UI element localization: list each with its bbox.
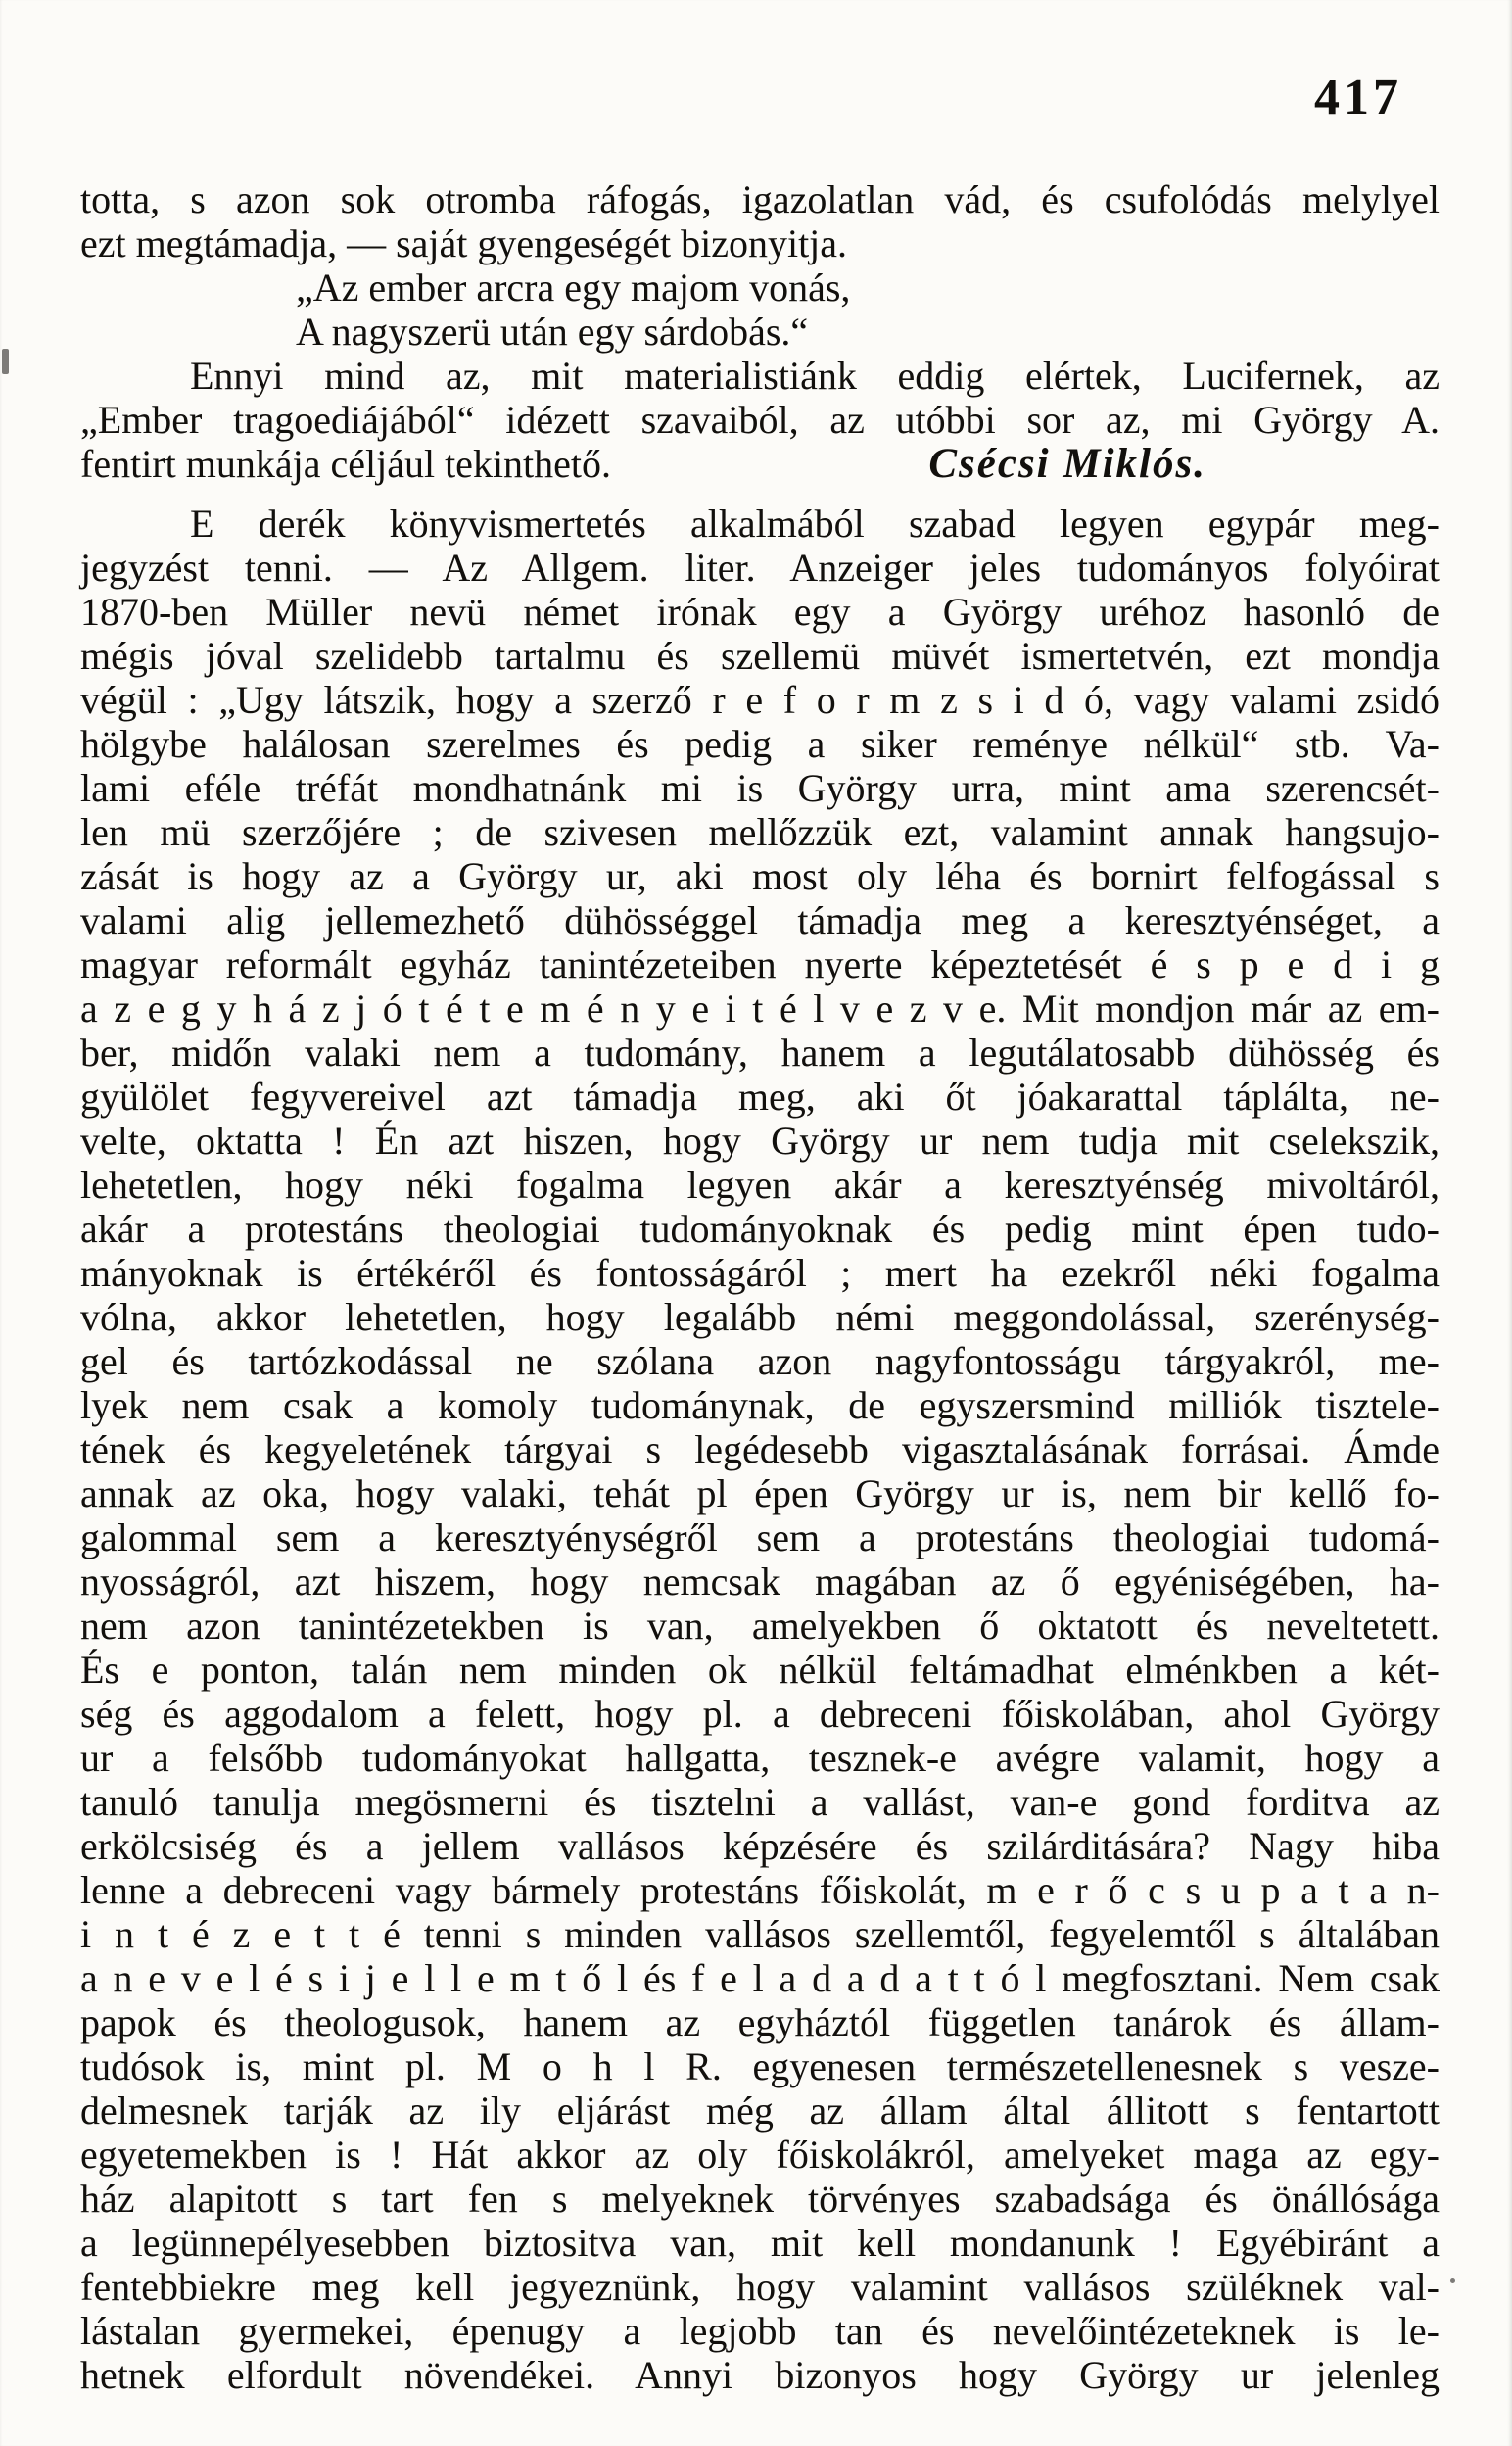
text-line: ház alapitott s tart fen s melyeknek törvényes szabadsága és önállósága: [80, 2177, 1440, 2221]
text-line: galommal sem a keresztyénységről sem a protestáns theologiai tudomá-: [80, 1515, 1440, 1559]
text-line: E derék könyvismertetés alkalmából szabad legyen egypár meg-: [190, 502, 1440, 546]
text-line: mégis jóval szelidebb tartalmu és szellemü müvét ismertetvén, ezt mondja: [80, 634, 1440, 678]
text-line: hetnek elfordult növendékei. Annyi bizonyos hogy György ur jelenleg: [80, 2353, 1440, 2397]
text-line: papok és theologusok, hanem az egyháztól független tanárok és állam-: [80, 2000, 1440, 2044]
text-line: a z e g y h á z j ó t é t e m é n y e i t é l v e z v e. Mit mondjon már az em-: [80, 986, 1440, 1031]
text-line: nyosságról, azt hiszem, hogy nemcsak magában az ő egyéniségében, ha-: [80, 1559, 1440, 1604]
text-line: valami alig jellemezhető dühösséggel támadja meg a keresztyénséget, a: [80, 898, 1440, 942]
text-line: Ennyi mind az, mit materialistiánk eddig elértek, Lucifernek, az: [190, 354, 1440, 398]
scan-speck: [1450, 2278, 1455, 2283]
text-line: lenne a debreceni vagy bármely protestáns főiskolát, m e r ő c s u p a t a n-: [80, 1868, 1440, 1912]
signature-prefix: fentirt munkája céljául tekinthető.: [80, 442, 612, 486]
text-line: a n e v e l é s i j e l l e m t ő l és f e l a d a d a t t ó l megfosztani. Nem csak: [80, 1956, 1440, 2000]
text-line: annak az oka, hogy valaki, tehát pl épen György ur is, nem bir kellő fo-: [80, 1471, 1440, 1515]
text-line: lyek nem csak a komoly tudománynak, de egyszersmind milliók tisztele-: [80, 1383, 1440, 1427]
text-line: gyülölet fegyvereivel azt támadja meg, aki őt jóakarattal táplálta, ne-: [80, 1075, 1440, 1119]
signature-line: [80, 442, 1440, 486]
text-line: nem azon tanintézetekben is van, amelyekben ő oktatott és neveltetett.: [80, 1604, 1440, 1648]
text-line: végül : „Ugy látszik, hogy a szerző r e f o r m z s i d ó, vagy valami zsidó: [80, 678, 1440, 722]
text-line: delmesnek tarják az ily eljárást még az állam által állitott s fentartott: [80, 2088, 1440, 2133]
author-signature: Csécsi Miklós.: [928, 441, 1206, 487]
text-line: És e ponton, talán nem minden ok nélkül feltámadhat elménkben a két-: [80, 1648, 1440, 1692]
text-line: i n t é z e t t é tenni s minden vallásos szellemtől, fegyelemtől s általában: [80, 1912, 1440, 1956]
text-line: lami eféle tréfát mondhatnánk mi is György urra, mint ama szerencsét-: [80, 766, 1440, 810]
text-line: zását is hogy az a György ur, aki most oly léha és bornirt felfogással s: [80, 854, 1440, 898]
text-line: tudósok is, mint pl. M o h l R. egyenesen természetellenesnek s vesze-: [80, 2044, 1440, 2088]
text-line: 1870-ben Müller nevü német irónak egy a György uréhoz hasonló de: [80, 590, 1440, 634]
text-line: ur a felsőbb tudományokat hallgatta, tesznek-e avégre valamit, hogy a: [80, 1736, 1440, 1780]
text-line: „Ember tragoediájából“ idézett szavaiból, az utóbbi sor az, mi György A.: [80, 398, 1440, 442]
text-line: lehetetlen, hogy néki fogalma legyen akár a keresztyénség mivoltáról,: [80, 1163, 1440, 1207]
text-line: lástalan gyermekei, épenugy a legjobb tan és nevelőintézeteknek is le-: [80, 2309, 1440, 2353]
scan-speck: [2, 349, 9, 374]
text-line: erkölcsiség és a jellem vallásos képzésére és szilárditására? Nagy hiba: [80, 1824, 1440, 1868]
text-line: egyetemekben is ! Hát akkor az oly főiskolákról, amelyeket maga az egy-: [80, 2133, 1440, 2177]
text-line: akár a protestáns theologiai tudományoknak és pedig mint épen tudo-: [80, 1207, 1440, 1251]
text-line: fentebbiekre meg kell jegyeznünk, hogy valamint vallásos szüléknek val-: [80, 2265, 1440, 2309]
text-line: tének és kegyeletének tárgyai s legédesebb vigasztalásának forrásai. Ámde: [80, 1427, 1440, 1471]
verse-line: „Az ember arcra egy majom vonás,: [296, 265, 851, 310]
text-line: a legünnepélyesebben biztositva van, mit kell mondanunk ! Egyébiránt a: [80, 2221, 1440, 2265]
text-line: tanuló tanulja megösmerni és tisztelni a vallást, van-e gond forditva az: [80, 1780, 1440, 1824]
text-line: mányoknak is értékéről és fontosságáról ; mert ha ezekről néki fogalma: [80, 1251, 1440, 1295]
text-line: velte, oktatta ! Én azt hiszen, hogy György ur nem tudja mit cselekszik,: [80, 1119, 1440, 1163]
page-text: [80, 177, 1440, 2397]
text-line: ség és aggodalom a felett, hogy pl. a debreceni főiskolában, ahol György: [80, 1692, 1440, 1736]
text-line: vólna, akkor lehetetlen, hogy legalább némi meggondolással, szerénység-: [80, 1295, 1440, 1339]
text-line: len mü szerzőjére ; de szivesen mellőzzük ezt, valamint annak hangsujo-: [80, 810, 1440, 854]
text-line: gel és tartózkodással ne szólana azon nagyfontosságu tárgyakról, me-: [80, 1339, 1440, 1383]
text-line: hölgybe halálosan szerelmes és pedig a siker reménye nélkül“ stb. Va-: [80, 722, 1440, 766]
verse-line: A nagyszerü után egy sárdobás.“: [296, 310, 809, 354]
text-line: magyar reformált egyház tanintézeteiben nyerte képeztetését é s p e d i g: [80, 942, 1440, 986]
text-line: ezt megtámadja, — saját gyengeségét bizonyitja.: [80, 221, 848, 265]
text-line: jegyzést tenni. — Az Allgem. liter. Anzeiger jeles tudományos folyóirat: [80, 546, 1440, 590]
text-line: totta, s azon sok otromba ráfogás, igazolatlan vád, és csufolódás melylyel: [80, 177, 1440, 221]
page-number: 417: [1314, 70, 1402, 125]
text-line: ber, midőn valaki nem a tudomány, hanem a legutálatosabb dühösség és: [80, 1031, 1440, 1075]
